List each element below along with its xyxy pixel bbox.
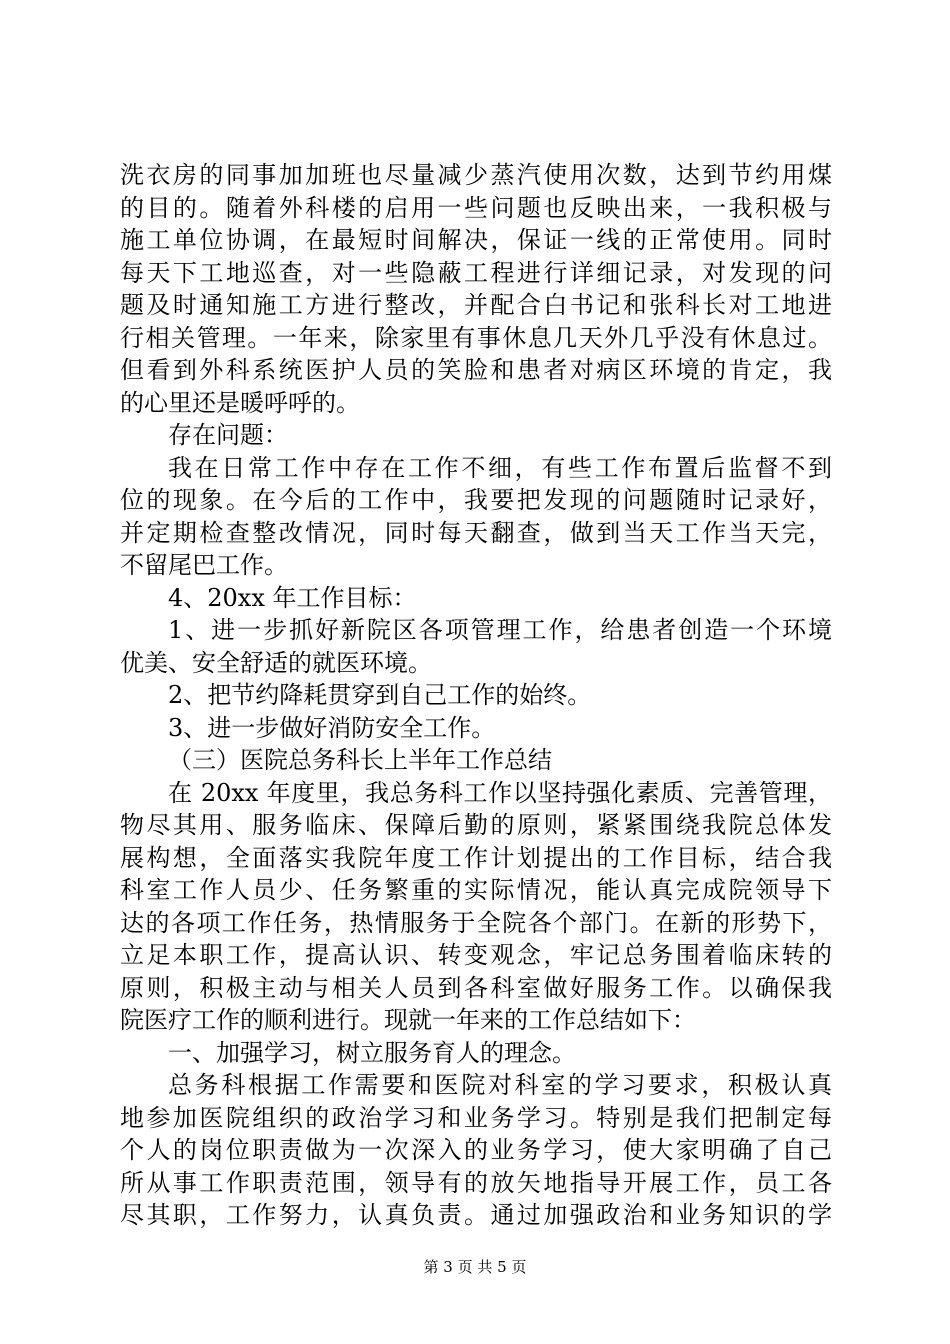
text-line: 4、20xx 年工作目标：: [168, 583, 417, 612]
text-line: 施工单位协调，在最短时间解决，保证一线的正常使用。同时: [120, 226, 832, 254]
document-body: [120, 159, 832, 1232]
text-line: 但看到外科系统医护人员的笑脸和患者对病区环境的肯定，我: [120, 356, 832, 384]
text-line: 的心里还是暖呼呼的。: [120, 388, 360, 417]
text-line: 2、把节约降耗贯穿到自己工作的始终。: [168, 681, 592, 709]
text-line: 题及时通知施工方进行整改，并配合白书记和张科长对工地进: [120, 291, 832, 319]
page-footer: 第 3 页 共 5 页: [423, 1258, 527, 1276]
text-line: 我在日常工作中存在工作不细，有些工作布置后监督不到: [168, 453, 832, 482]
text-line: 3、进一步做好消防安全工作。: [168, 713, 496, 742]
text-line: 1、进一步抓好新院区各项管理工作，给患者创造一个环境: [168, 616, 832, 644]
text-line: 总务科根据工作需要和医院对科室的学习要求，积极认真: [168, 1071, 832, 1099]
text-line: 达的各项工作任务，热情服务于全院各个部门。在新的形势下，: [120, 908, 832, 937]
text-line: 个人的岗位职责做为一次深入的业务学习，使大家明确了自己: [120, 1136, 832, 1164]
text-line: 立足本职工作，提高认识、转变观念，牢记总务围着临床转的: [120, 941, 832, 969]
text-line: 优美、安全舒适的就医环境。: [120, 648, 432, 677]
text-line: 院医疗工作的顺利进行。现就一年来的工作总结如下：: [120, 1006, 696, 1034]
text-line: 科室工作人员少、任务繁重的实际情况，能认真完成院领导下: [120, 876, 832, 904]
text-line: 在 20xx 年度里，我总务科工作以坚持强化素质、完善管理，: [168, 778, 832, 807]
text-line: 地参加医院组织的政治学习和业务学习。特别是我们把制定每: [120, 1103, 832, 1132]
text-line: 行相关管理。一年来，除家里有事休息几天外几乎没有休息过。: [120, 323, 832, 352]
text-line: 物尽其用、服务临床、保障后勤的原则，紧紧围绕我院总体发: [120, 811, 832, 839]
text-line: 展构想，全面落实我院年度工作计划提出的工作目标，结合我: [120, 843, 832, 872]
text-line: 所从事工作职责范围，领导有的放矢地指导开展工作，员工各: [120, 1168, 832, 1197]
text-line: 原则，积极主动与相关人员到各科室做好服务工作。以确保我: [120, 973, 832, 1002]
text-line: 不留尾巴工作。: [120, 551, 288, 579]
text-line: 的目的。随着外科楼的启用一些问题也反映出来，一我积极与: [120, 193, 832, 222]
text-line: 并定期检查整改情况，同时每天翻查，做到当天工作当天完，: [120, 518, 832, 547]
text-line: 一、加强学习，树立服务育人的理念。: [168, 1038, 576, 1067]
text-line: 洗衣房的同事加加班也尽量减少蒸汽使用次数，达到节约用煤: [120, 161, 832, 189]
text-line: 存在问题：: [168, 421, 288, 449]
text-line: 每天下工地巡查，对一些隐蔽工程进行详细记录，对发现的问: [120, 258, 832, 287]
text-line: 位的现象。在今后的工作中，我要把发现的问题随时记录好，: [120, 486, 832, 514]
text-line: 尽其职，工作努力，认真负责。通过加强政治和业务知识的学: [120, 1201, 832, 1229]
text-line: （三）医院总务科长上半年工作总结: [168, 746, 552, 774]
